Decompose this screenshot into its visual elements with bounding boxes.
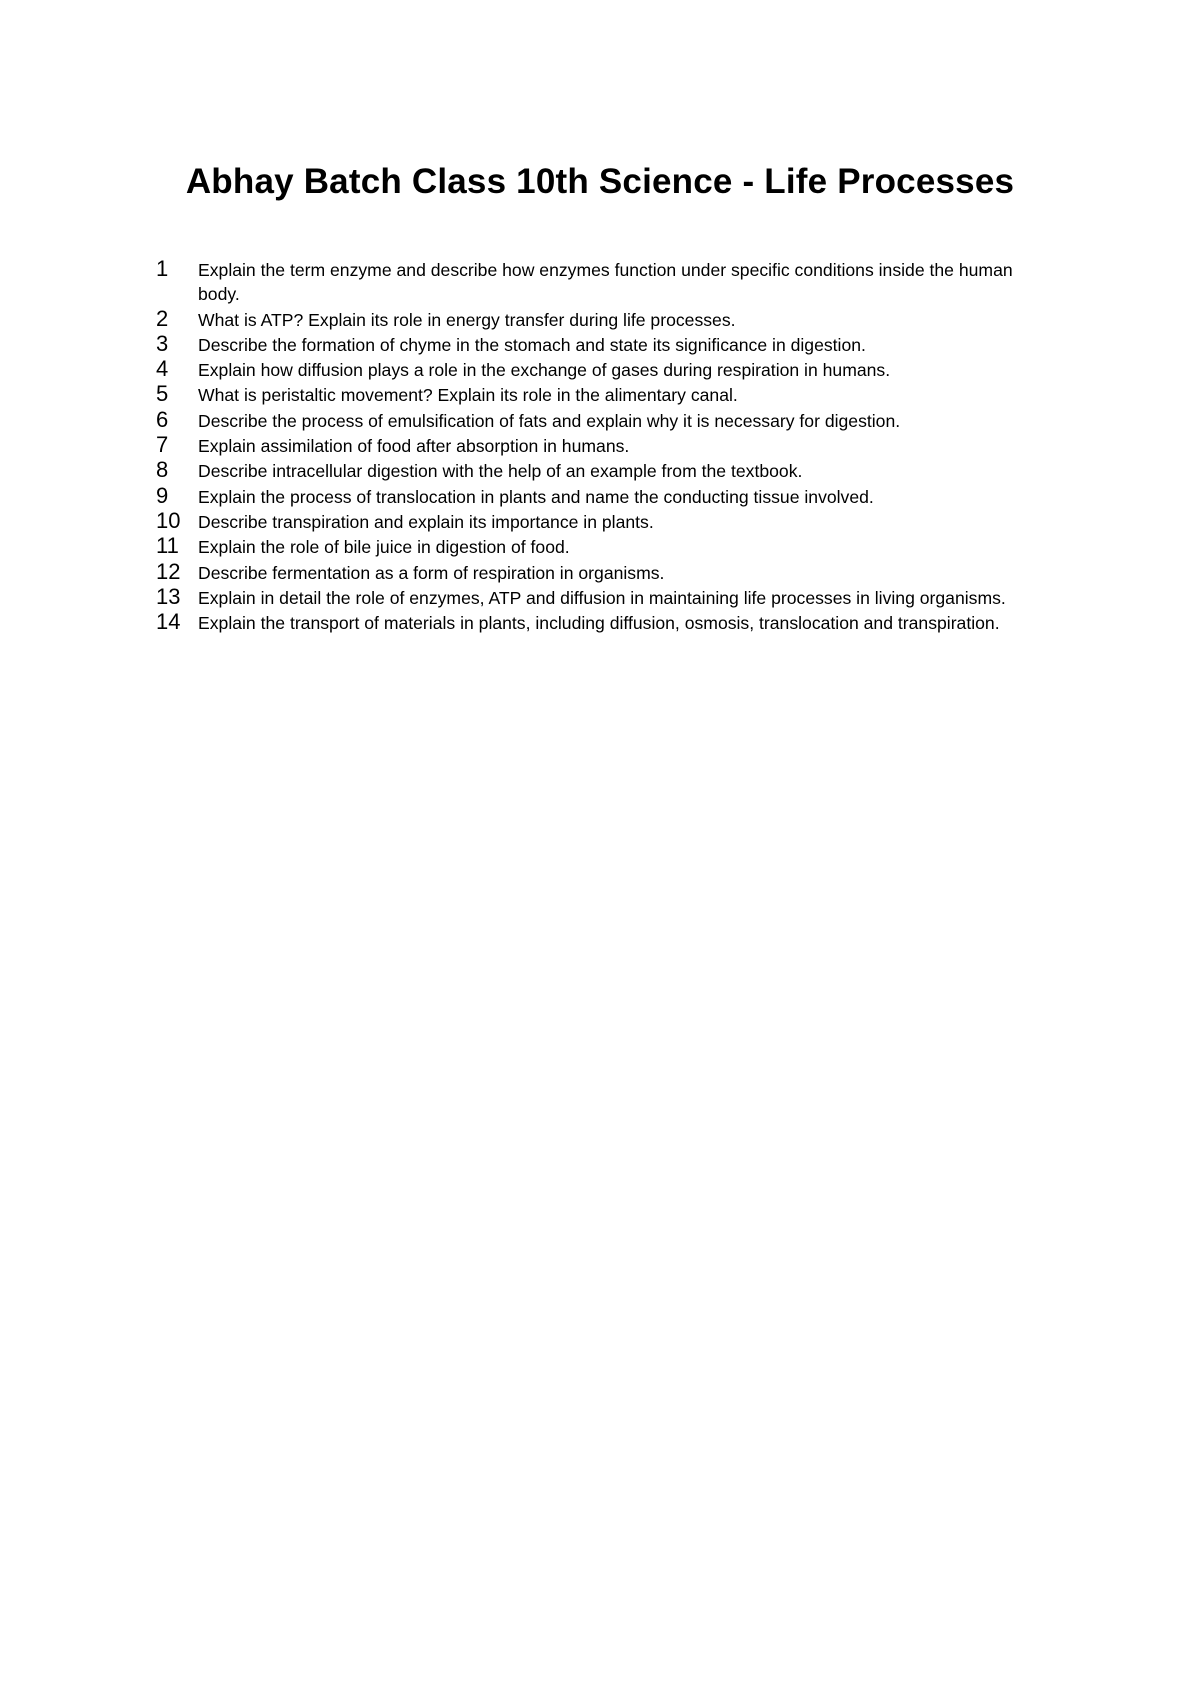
question-number: 10 (156, 507, 181, 533)
question-number: 3 (156, 330, 169, 356)
question-text: Explain in detail the role of enzymes, ATP and diffusion in maintaining life processes in living organisms. (198, 587, 1006, 608)
question-item (156, 382, 1046, 407)
question-number: 2 (156, 305, 169, 331)
question-text: Describe the formation of chyme in the stomach and state its significance in digestion. (198, 334, 866, 355)
question-text: Explain the term enzyme and describe how enzymes function under specific conditions inside the human body. (198, 260, 1013, 305)
question-number: 13 (156, 583, 181, 609)
question-number: 14 (156, 609, 181, 635)
question-number: 6 (156, 406, 169, 432)
question-item (156, 357, 1046, 382)
question-item (156, 585, 1046, 610)
question-item (156, 332, 1046, 357)
page-title: Abhay Batch Class 10th Science - Life Processes (185, 162, 1015, 201)
question-item (156, 307, 1046, 332)
question-number: 5 (156, 381, 169, 407)
question-item (156, 433, 1046, 458)
question-number: 9 (156, 482, 169, 508)
question-item (156, 458, 1046, 483)
question-number: 1 (156, 256, 169, 281)
question-text: What is peristaltic movement? Explain its role in the alimentary canal. (198, 385, 738, 406)
question-item (156, 257, 1046, 307)
question-text: Explain the role of bile juice in digestion of food. (198, 537, 570, 558)
question-text: Describe the process of emulsification of fats and explain why it is necessary for digestion. (198, 410, 901, 431)
question-item (156, 610, 1046, 635)
question-text: Explain the transport of materials in plants, including diffusion, osmosis, translocation and transpiration. (198, 613, 1000, 634)
question-list (156, 257, 1046, 635)
question-item (156, 484, 1046, 509)
question-text: Describe intracellular digestion with the help of an example from the textbook. (198, 461, 803, 482)
question-item (156, 560, 1046, 585)
question-item (156, 509, 1046, 534)
question-number: 8 (156, 457, 169, 483)
question-text: Explain the process of translocation in plants and name the conducting tissue involved. (198, 486, 874, 507)
question-text: What is ATP? Explain its role in energy transfer during life processes. (198, 309, 736, 330)
question-text: Describe transpiration and explain its importance in plants. (198, 511, 654, 532)
question-number: 7 (156, 432, 169, 458)
question-text: Explain assimilation of food after absorption in humans. (198, 436, 630, 457)
question-text: Explain how diffusion plays a role in the exchange of gases during respiration in humans. (198, 360, 891, 381)
question-number: 11 (156, 533, 179, 559)
question-item (156, 534, 1046, 559)
question-item (156, 408, 1046, 433)
question-text: Describe fermentation as a form of respiration in organisms. (198, 562, 665, 583)
question-number: 12 (156, 558, 181, 584)
question-number: 4 (156, 356, 169, 382)
